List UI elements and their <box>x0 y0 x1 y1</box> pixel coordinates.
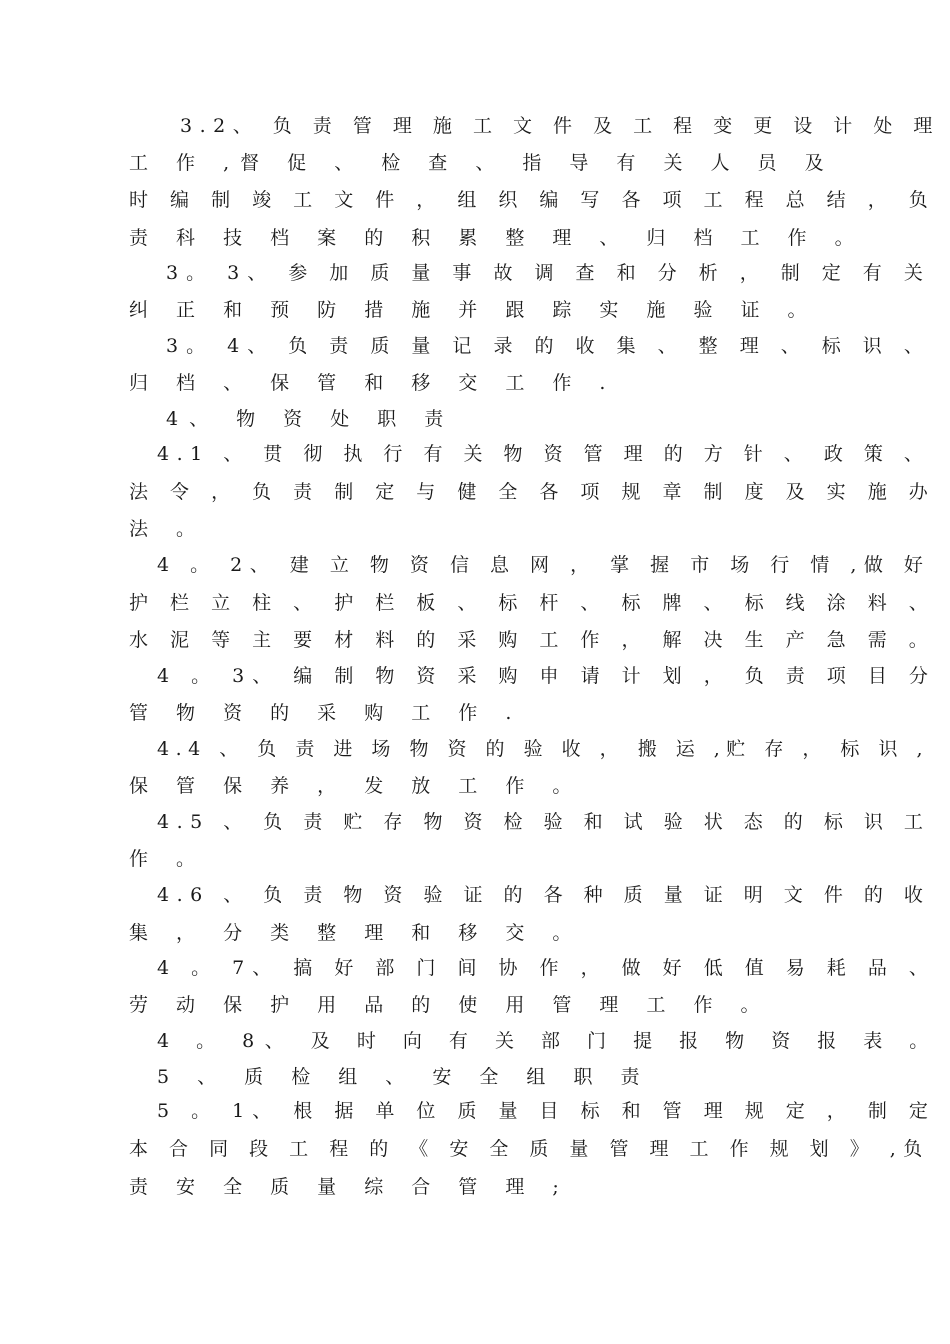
text-line: 管 物 资 的 采 购 工 作 . <box>129 702 523 724</box>
text-line: 4 。 7、 搞 好 部 门 间 协 作 ， 做 好 低 值 易 耗 品 、 <box>157 957 936 979</box>
text-line: 3.2、 负 责 管 理 施 工 文 件 及 工 程 变 更 设 计 处 理 <box>180 115 940 137</box>
text-line: 责 安 全 质 量 综 合 管 理 ; <box>129 1176 570 1198</box>
text-line: 4.5 、 负 责 贮 存 物 资 检 验 和 试 验 状 态 的 标 识 工 <box>157 811 931 833</box>
text-line: 劳 动 保 护 用 品 的 使 用 管 理 工 作 。 <box>129 994 771 1016</box>
text-line: 4.4 、 负 责 进 场 物 资 的 验 收 ， 搬 运 ,贮 存 ， 标 识 , <box>157 738 930 760</box>
text-line: 4 。 3、 编 制 物 资 采 购 申 请 计 划 ， 负 责 项 目 分 <box>157 665 936 687</box>
text-line: 4.6 、 负 责 物 资 验 证 的 各 种 质 量 证 明 文 件 的 收 <box>157 884 931 906</box>
text-line: 工 作 ,督 促 、 检 查 、 指 导 有 关 人 员 及 <box>129 152 835 174</box>
text-line: 护 栏 立 柱 、 护 栏 板 、 标 杆 、 标 牌 、 标 线 涂 料 、 <box>129 592 936 614</box>
section-heading: 4、 物 资 处 职 责 <box>166 408 455 430</box>
text-line: 水 泥 等 主 要 材 料 的 采 购 工 作 ， 解 决 生 产 急 需 。 <box>129 629 936 651</box>
text-line: 法 。 <box>129 518 207 540</box>
text-line: 4 。 2、 建 立 物 资 信 息 网 ， 掌 握 市 场 行 情 ,做 好 <box>157 554 931 576</box>
text-line: 3。 3、 参 加 质 量 事 故 调 查 和 分 析 ， 制 定 有 关 <box>166 262 931 284</box>
text-line: 4 。 8、 及 时 向 有 关 部 门 提 报 物 资 报 表 。 <box>157 1030 939 1052</box>
text-line: 集 ， 分 类 整 理 和 移 交 。 <box>129 922 583 944</box>
text-line: 作 。 <box>129 848 207 870</box>
text-line: 纠 正 和 预 防 措 施 并 跟 踪 实 施 验 证 。 <box>129 299 818 321</box>
section-heading: 5 、 质 检 组 、 安 全 组 职 责 <box>157 1066 651 1088</box>
text-line: 3。 4、 负 责 质 量 记 录 的 收 集 、 整 理 、 标 识 、 <box>166 335 931 357</box>
text-line: 归 档 、 保 管 和 移 交 工 作 . <box>129 372 617 394</box>
text-line: 4.1 、 贯 彻 执 行 有 关 物 资 管 理 的 方 针 、 政 策 、 <box>157 443 931 465</box>
text-line: 保 管 保 养 ， 发 放 工 作 。 <box>129 775 583 797</box>
text-line: 责 科 技 档 案 的 积 累 整 理 、 归 档 工 作 。 <box>129 227 865 249</box>
text-line: 时 编 制 竣 工 文 件 ， 组 织 编 写 各 项 工 程 总 结 ， 负 <box>129 189 936 211</box>
text-line: 法 令 ， 负 责 制 定 与 健 全 各 项 规 章 制 度 及 实 施 办 <box>129 481 936 503</box>
text-line: 本 合 同 段 工 程 的 《 安 全 质 量 管 理 工 作 规 划 》 ,负 <box>129 1138 930 1160</box>
text-line: 5 。 1、 根 据 单 位 质 量 目 标 和 管 理 规 定 ， 制 定 <box>157 1100 936 1122</box>
